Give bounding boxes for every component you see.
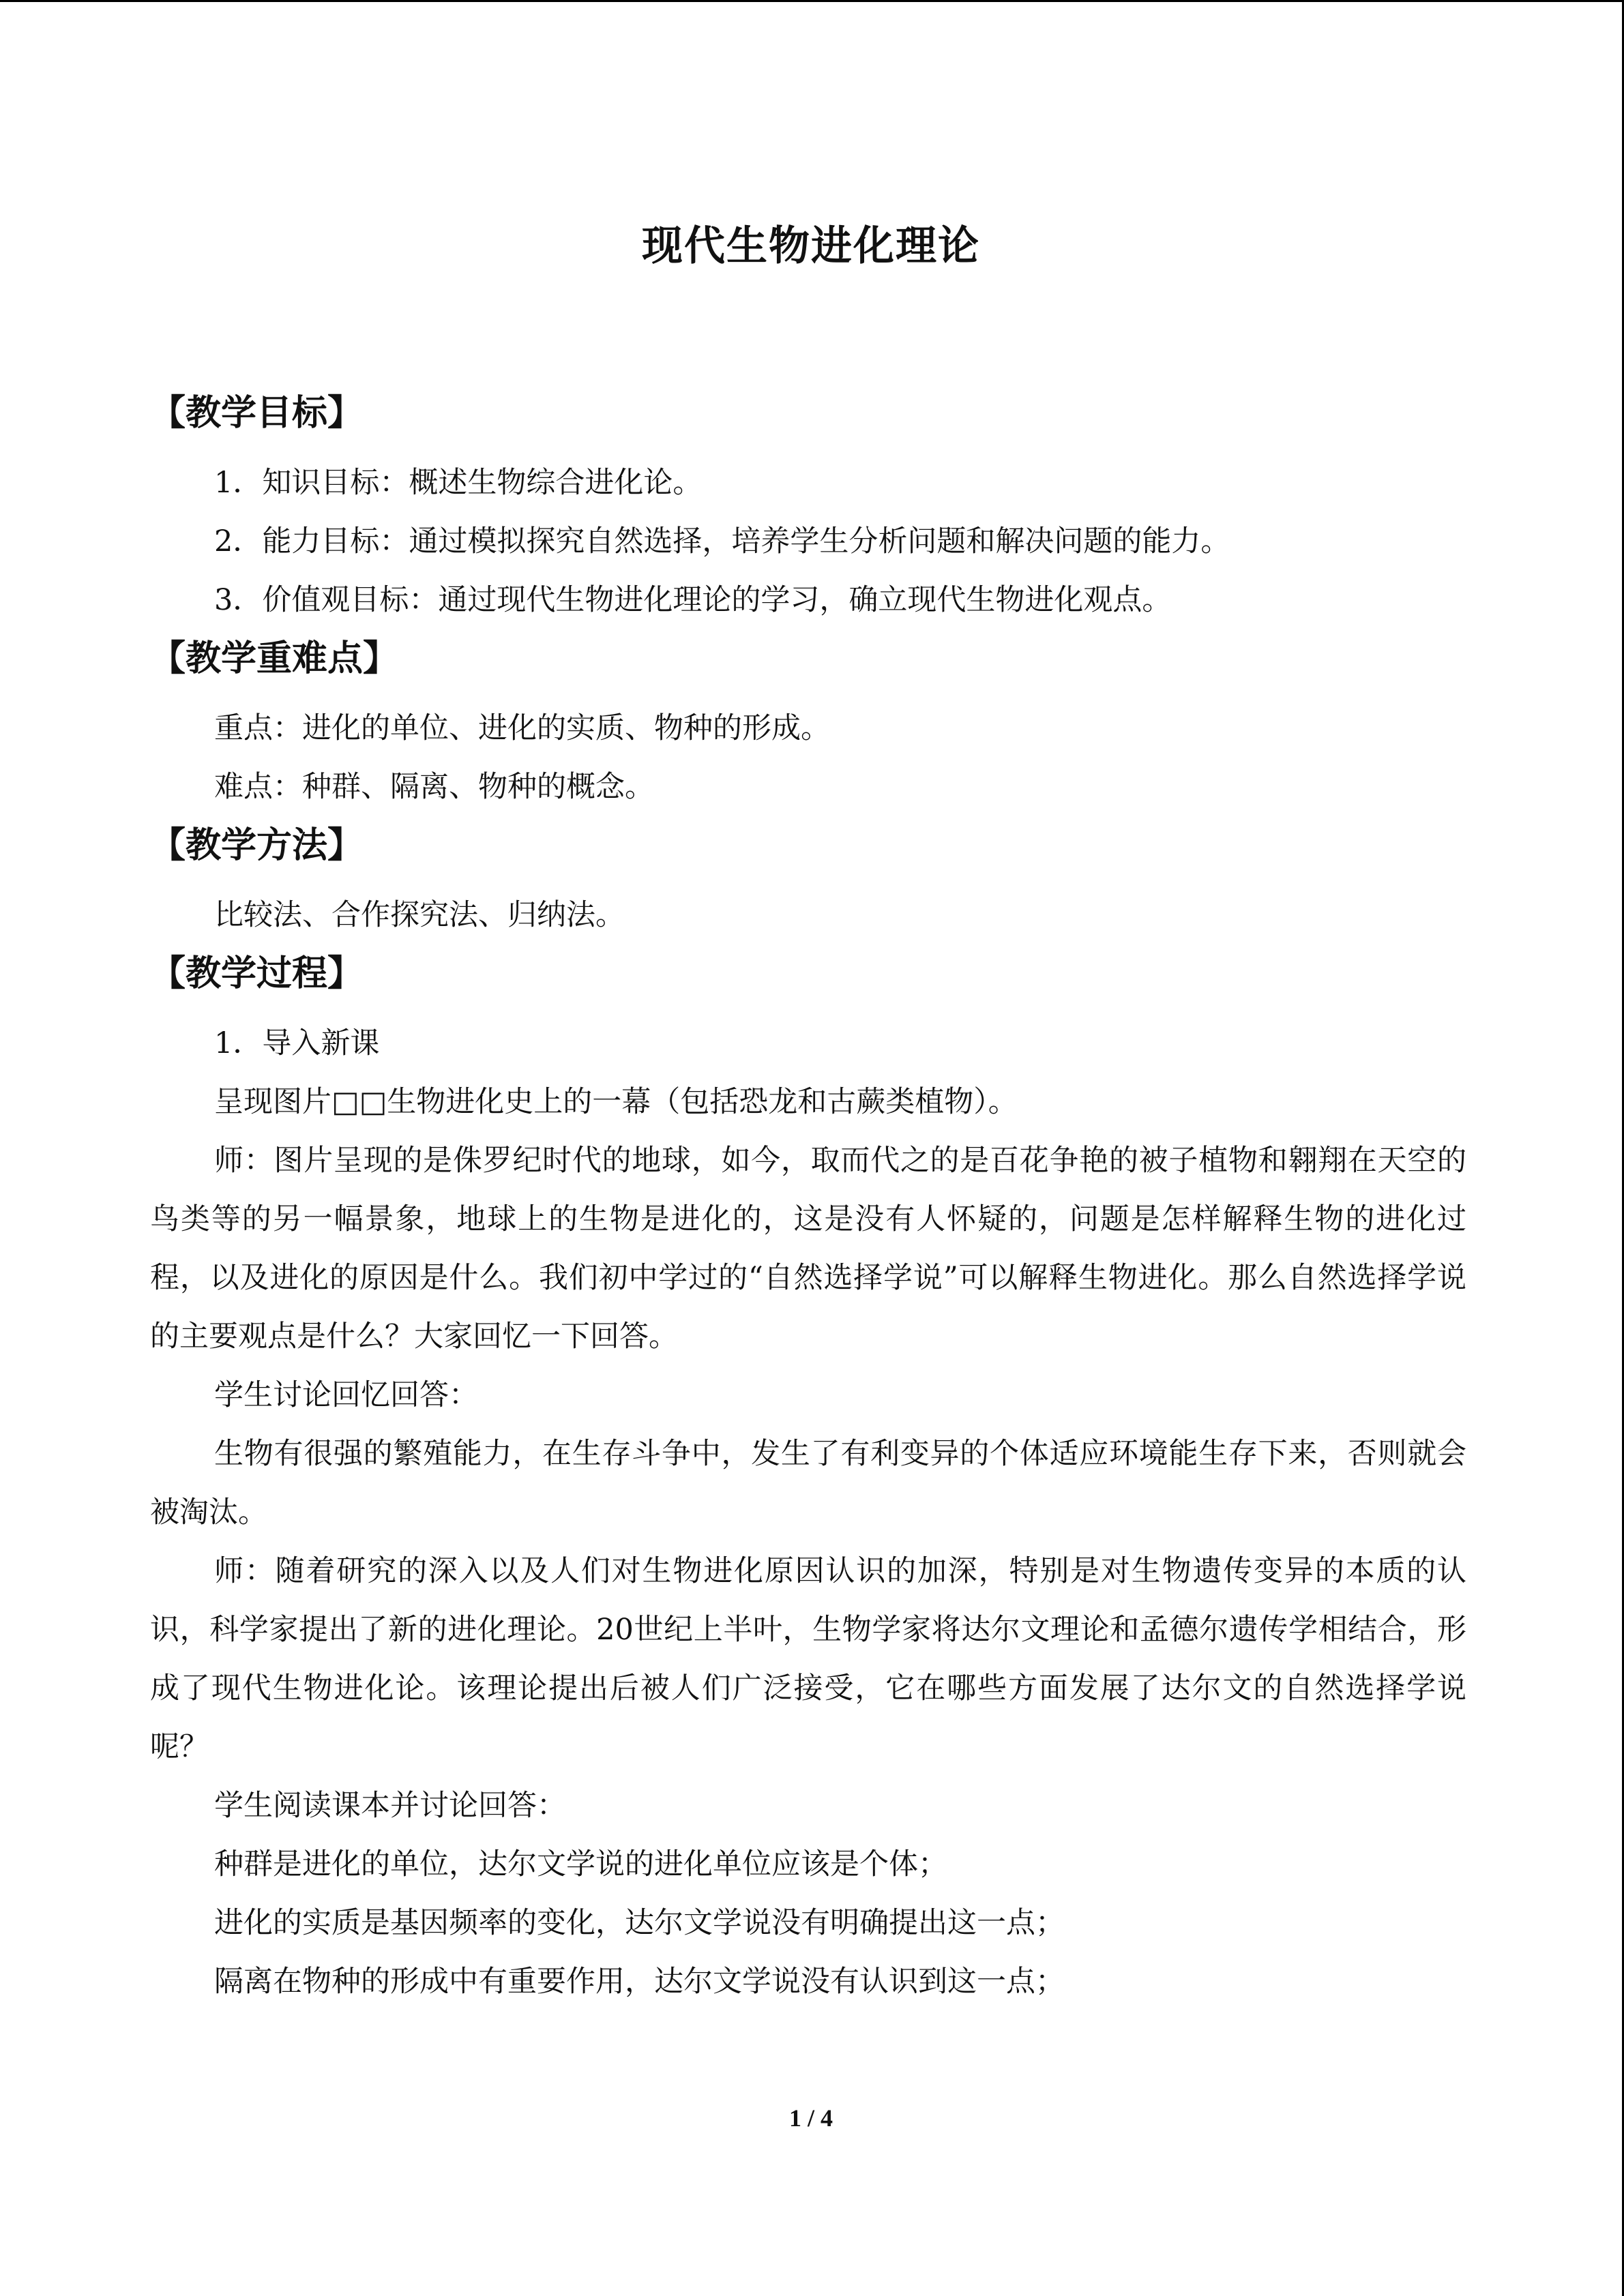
paragraph: 1．知识目标：概述生物综合进化论。 xyxy=(214,466,703,500)
section-heading: 【教学目标】 xyxy=(150,393,364,434)
page-number: 1 / 4 xyxy=(788,2104,833,2132)
document-title: 现代生物进化理论 xyxy=(642,222,980,270)
paragraph: 学生阅读课本并讨论回答： xyxy=(214,1789,566,1823)
paragraph: 重点：进化的单位、进化的实质、物种的形成。 xyxy=(214,711,830,745)
section-heading: 【教学方法】 xyxy=(150,825,364,866)
paragraph: 师：随着研究的深入以及人们对生物进化原因认识的加深，特别是对生物遗传变异的本质的认识，科学家提出了新的进化理论。20世纪上半叶，生物学家将达尔文理论和孟德尔遗传学相结合，形成了现代生物进化论。该理论提出后被人们广泛接受，它在哪些方面发展了达尔文的自然选择学说呢？ xyxy=(150,1554,1466,1764)
paragraph: 2．能力目标：通过模拟探究自然选择，培养学生分析问题和解决问题的能力。 xyxy=(214,524,1230,558)
paragraph: 学生讨论回忆回答： xyxy=(214,1378,478,1412)
paragraph: 生物有很强的繁殖能力，在生存斗争中，发生了有利变异的个体适应环境能生存下来，否则就会被淘汰。 xyxy=(150,1437,1466,1530)
paragraph: 隔离在物种的形成中有重要作用，达尔文学说没有认识到这一点； xyxy=(214,1965,1065,1999)
section-teaching-methods xyxy=(150,816,1466,944)
paragraph: 进化的实质是基因频率的变化，达尔文学说没有明确提出这一点； xyxy=(214,1906,1065,1940)
section-key-difficult-points xyxy=(150,629,1466,816)
paragraph: 3．价值观目标：通过现代生物进化理论的学习，确立现代生物进化观点。 xyxy=(214,583,1172,617)
paragraph: 难点：种群、隔离、物种的概念。 xyxy=(214,770,654,804)
paragraph: 1．导入新课 xyxy=(214,1026,380,1060)
paragraph: 师：图片呈现的是侏罗纪时代的地球，如今，取而代之的是百花争艳的被子植物和翱翔在天空的鸟类等的另一幅景象，地球上的生物是进化的，这是没有人怀疑的，问题是怎样解释生物的进化过程，以及进化的原因是什么。我们初中学过的“自然选择学说”可以解释生物进化。那么自然选择学说的主要观点是什么？大家回忆一下回答。 xyxy=(150,1144,1466,1354)
document-body xyxy=(150,384,1466,2011)
paragraph: 种群是进化的单位，达尔文学说的进化单位应该是个体； xyxy=(214,1847,947,1881)
paragraph: 呈现图片□□生物进化史上的一幕（包括恐龙和古蕨类植物）。 xyxy=(214,1085,1018,1119)
section-heading: 【教学过程】 xyxy=(150,953,364,994)
paragraph: 比较法、合作探究法、归纳法。 xyxy=(214,898,625,932)
section-heading: 【教学重难点】 xyxy=(150,638,399,679)
section-teaching-objectives xyxy=(150,384,1466,629)
section-teaching-process xyxy=(150,944,1466,2011)
